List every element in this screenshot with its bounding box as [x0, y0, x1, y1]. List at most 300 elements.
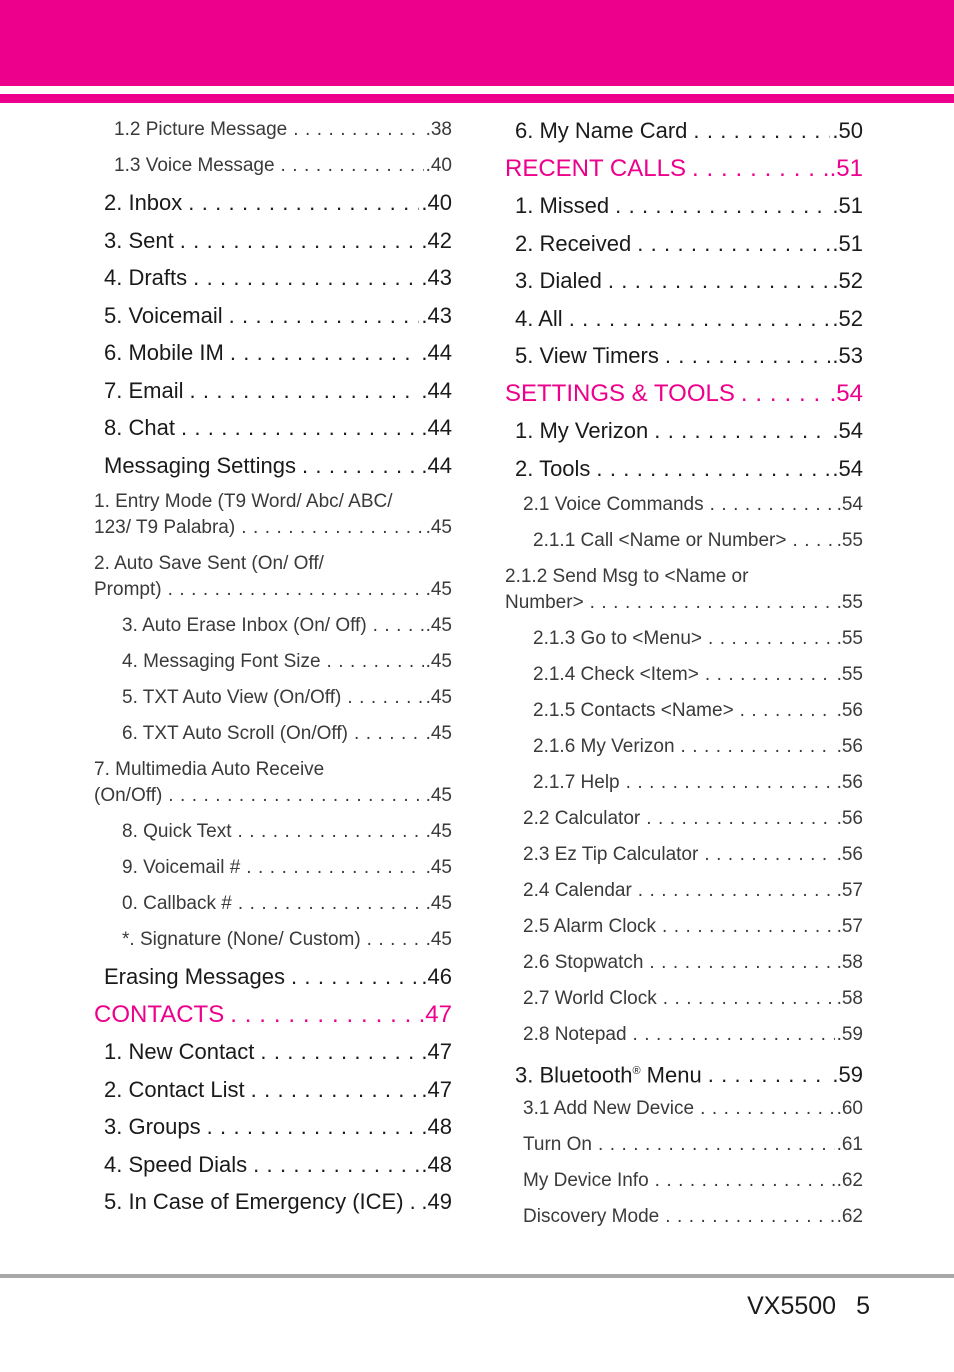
toc-entry-label	[122, 922, 361, 958]
toc-page-number: .44	[421, 340, 452, 365]
dot-leader	[705, 657, 835, 693]
toc-page-number: .56	[836, 808, 863, 829]
toc-page-number: .55	[836, 664, 863, 685]
dot-leader	[598, 1127, 835, 1163]
toc-entry	[94, 409, 452, 447]
dot-leader	[792, 523, 834, 559]
toc-entry	[505, 1053, 863, 1091]
toc-entry-label	[94, 515, 235, 541]
toc-entry	[505, 1017, 863, 1053]
toc-entry	[94, 1146, 452, 1184]
dot-leader	[590, 590, 835, 616]
toc-entry	[505, 262, 863, 300]
toc-entry-text: 3. Groups	[104, 1114, 201, 1139]
toc-entry	[94, 184, 452, 222]
toc-entry-text: 2.1 Voice Commands	[523, 494, 704, 515]
dot-leader	[615, 187, 830, 225]
toc-left-column	[94, 112, 452, 1221]
toc-page-number: .40	[421, 190, 452, 215]
toc-entry-text: 2.3 Ez Tip Calculator	[523, 844, 699, 865]
toc-entry-text: 2.1.4 Check <Item>	[533, 664, 699, 685]
toc-entry	[94, 297, 452, 335]
toc-page-number: .49	[421, 1189, 452, 1214]
toc-page-number: .59	[832, 1062, 863, 1088]
toc-entry-label	[104, 1146, 247, 1184]
toc-page-number: .54	[832, 418, 863, 443]
toc-entry-text: 6. My Name Card	[515, 118, 688, 143]
toc-section-heading	[505, 150, 863, 188]
dot-leader	[637, 225, 830, 263]
toc-entry	[505, 487, 863, 523]
dot-leader	[681, 729, 835, 765]
toc-entry	[505, 765, 863, 801]
toc-right-column	[505, 112, 863, 1235]
toc-page-number: .43	[421, 265, 452, 290]
dot-leader	[367, 922, 424, 958]
toc-entry-label-line1: 7. Multimedia Auto Receive	[94, 759, 325, 780]
toc-page-number: .51	[832, 230, 863, 256]
toc-entry-label	[94, 577, 162, 603]
dot-leader	[665, 1199, 834, 1235]
dot-leader	[238, 886, 424, 922]
toc-page-number: .45	[425, 785, 452, 806]
dot-leader	[327, 644, 424, 680]
toc-entry-text: *. Signature (None/ Custom)	[122, 929, 361, 950]
page-number: 5	[856, 1292, 870, 1320]
dot-leader	[692, 150, 828, 188]
toc-entry	[505, 225, 863, 263]
toc-entry-text: 1. My Verizon	[515, 418, 649, 443]
toc-page-number: .50	[832, 118, 863, 143]
toc-entry-text: 2.1.7 Help	[533, 772, 620, 793]
toc-entry	[505, 1127, 863, 1163]
dot-leader	[181, 409, 419, 447]
toc-page-number: .55	[836, 628, 863, 649]
toc-entry-text: 2.7 World Clock	[523, 988, 657, 1009]
toc-entry	[505, 981, 863, 1017]
toc-entry-text: Turn On	[523, 1133, 592, 1155]
toc-entry-label	[523, 837, 698, 873]
toc-entry-text: 2. Inbox	[104, 190, 183, 215]
dot-leader	[665, 337, 831, 375]
toc-entry-text: (On/Off)	[94, 785, 163, 806]
toc-entry	[94, 148, 452, 184]
dot-leader	[229, 297, 420, 335]
toc-entry-label	[533, 523, 786, 559]
toc-entry-text: 2. Received	[515, 230, 632, 256]
dot-leader	[253, 1146, 419, 1184]
toc-section-heading	[505, 375, 863, 413]
dot-leader	[569, 300, 831, 338]
toc-entry-label	[104, 409, 175, 447]
dot-leader	[260, 1033, 419, 1071]
toc-entry-label	[114, 112, 287, 148]
toc-entry	[505, 693, 863, 729]
toc-entry-text: 0. Callback #	[122, 893, 232, 914]
toc-entry-label	[104, 259, 187, 297]
toc-entry-text: 2. Tools	[515, 455, 591, 481]
toc-page-number: .45	[425, 821, 452, 842]
toc-entry-text: 4. Speed Dials	[104, 1151, 248, 1177]
toc-entry-label	[515, 262, 602, 300]
toc-entry-label	[94, 996, 224, 1034]
toc-entry	[505, 945, 863, 981]
toc-entry-text: 2.1.5 Contacts <Name>	[533, 700, 734, 721]
toc-entry-label	[523, 981, 657, 1017]
toc-entry-label-line1: 1. Entry Mode (T9 Word/ Abc/ ABC/	[94, 491, 393, 512]
toc-entry-label	[104, 1071, 245, 1109]
toc-entry-label-line1: 2. Auto Save Sent (On/ Off/	[94, 553, 324, 574]
dot-leader	[246, 850, 423, 886]
toc-entry-text: 123/ T9 Palabra)	[94, 517, 236, 538]
toc-entry-label	[523, 1199, 659, 1235]
toc-page-number: .45	[425, 615, 452, 636]
toc-entry	[94, 222, 452, 260]
dot-leader	[207, 1108, 420, 1146]
toc-entry-label	[515, 300, 563, 338]
toc-entry	[94, 1071, 452, 1109]
toc-entry-text: 2.6 Stopwatch	[523, 952, 644, 973]
toc-page-number: .58	[836, 988, 863, 1009]
dot-leader	[189, 372, 419, 410]
toc-page-number: .62	[836, 1169, 863, 1191]
toc-entry-label	[523, 1091, 694, 1127]
dot-leader	[708, 621, 835, 657]
toc-entry-label	[523, 1163, 649, 1199]
toc-entry	[505, 559, 863, 621]
toc-entry-text: 4. Drafts	[104, 265, 188, 290]
dot-leader	[193, 259, 419, 297]
toc-entry-text: My Device Info	[523, 1169, 649, 1191]
toc-entry-text: 3.1 Add New Device	[523, 1097, 695, 1119]
toc-entry-text: 4. Messaging Font Size	[122, 651, 321, 672]
dot-leader	[740, 693, 835, 729]
toc-entry-label	[104, 372, 183, 410]
toc-entry-text: 7. Email	[104, 377, 184, 403]
toc-page-number: .45	[425, 651, 452, 672]
toc-page-number: .54	[832, 455, 863, 481]
toc-entry-label	[104, 297, 223, 335]
dot-leader	[241, 515, 423, 541]
toc-entry-label	[523, 801, 640, 837]
toc-entry	[94, 259, 452, 297]
toc-entry	[505, 873, 863, 909]
toc-entry-label	[122, 680, 341, 716]
dot-leader	[662, 909, 835, 945]
toc-page-number: .44	[421, 377, 452, 403]
toc-page-number: .38	[425, 119, 452, 140]
toc-entry	[505, 621, 863, 657]
toc-entry-label	[505, 590, 584, 616]
toc-entry-text: 8. Chat	[104, 415, 175, 440]
toc-page-number: .55	[836, 592, 863, 613]
toc-entry	[94, 850, 452, 886]
toc-entry-text: 5. TXT Auto View (On/Off)	[122, 687, 342, 708]
toc-entry-label	[523, 1017, 627, 1053]
toc-page-number: .45	[425, 517, 452, 538]
toc-entry-text: 2.1.1 Call <Name or Number>	[533, 530, 787, 551]
toc-page-number: .54	[829, 379, 863, 407]
toc-entry-text: Erasing Messages	[104, 964, 285, 989]
toc-page-number: .42	[421, 227, 452, 253]
toc-entry-text: Messaging Settings	[104, 452, 296, 478]
toc-entry-text: Discovery Mode	[523, 1205, 660, 1227]
model-name: VX5500	[747, 1292, 837, 1320]
dot-leader	[633, 1017, 835, 1053]
toc-entry-text: CONTACTS	[94, 1000, 225, 1028]
toc-entry	[505, 337, 863, 375]
toc-entry-label	[104, 1108, 201, 1146]
toc-page-number: .59	[836, 1024, 863, 1045]
toc-entry-label	[523, 945, 643, 981]
toc-page-number: .44	[421, 452, 452, 478]
toc-entry	[505, 801, 863, 837]
toc-page-number: .47	[421, 1076, 452, 1102]
dot-leader	[373, 608, 424, 644]
toc-entry	[505, 112, 863, 150]
toc-page-number: .47	[421, 1039, 452, 1064]
toc-entry	[505, 300, 863, 338]
toc-page-number: .48	[421, 1114, 452, 1139]
toc-entry-text: 1. Missed	[515, 193, 610, 218]
toc-entry-text: 6. Mobile IM	[104, 340, 224, 365]
toc-page-number: .55	[836, 530, 863, 551]
dot-leader	[638, 873, 835, 909]
toc-entry-label	[104, 1033, 254, 1071]
toc-entry-label	[523, 909, 656, 945]
toc-entry-text: 1.2 Picture Message	[114, 119, 288, 140]
toc-entry-label	[104, 447, 296, 485]
toc-page-number: .45	[425, 857, 452, 878]
dot-leader	[291, 958, 419, 996]
toc-entry	[505, 187, 863, 225]
toc-entry-text: 2.8 Notepad	[523, 1024, 627, 1045]
toc-page-number: .48	[421, 1151, 452, 1177]
toc-entry-label	[104, 958, 285, 996]
toc-page-number: .56	[836, 772, 863, 793]
toc-entry-text: 2.2 Calculator	[523, 808, 641, 829]
toc-entry	[505, 1163, 863, 1199]
toc-page-number: .51	[832, 193, 863, 218]
toc-entry	[94, 716, 452, 752]
header-band	[0, 0, 954, 86]
toc-entry-label	[104, 222, 174, 260]
header-rule	[0, 94, 954, 103]
toc-entry-label	[515, 187, 609, 225]
toc-entry	[505, 1091, 863, 1127]
toc-entry-label	[104, 334, 224, 372]
dot-leader	[693, 112, 830, 150]
toc-entry-label	[122, 716, 348, 752]
dot-leader	[293, 112, 423, 148]
toc-entry-text: 3. Dialed	[515, 268, 602, 293]
toc-entry-text: 3. Bluetooth	[515, 1062, 633, 1088]
toc-entry-text: 8. Quick Text	[122, 821, 232, 842]
toc-entry	[94, 484, 452, 546]
toc-entry-label	[515, 450, 590, 488]
toc-page-number: .57	[836, 916, 863, 937]
toc-page-number: .52	[832, 268, 863, 293]
dot-leader	[237, 814, 423, 850]
toc-entry-label	[515, 412, 648, 450]
toc-entry-label	[533, 621, 702, 657]
toc-entry-label	[104, 184, 182, 222]
toc-entry-text: RECENT CALLS	[505, 154, 686, 182]
toc-entry	[505, 523, 863, 559]
dot-leader	[708, 1056, 831, 1094]
toc-entry-text: Prompt)	[94, 579, 162, 600]
toc-page-number: .57	[836, 880, 863, 901]
dot-leader	[168, 783, 423, 809]
toc-entry-text-suffix: Menu	[640, 1062, 702, 1088]
dot-leader	[230, 996, 416, 1034]
dot-leader	[626, 765, 835, 801]
dot-leader	[663, 981, 835, 1017]
toc-page-number: .51	[829, 154, 863, 182]
dot-leader	[654, 412, 830, 450]
toc-entry-text: SETTINGS & TOOLS	[505, 379, 735, 407]
dot-leader	[281, 148, 424, 184]
toc-entry	[505, 450, 863, 488]
toc-entry-label	[122, 886, 232, 922]
toc-entry-label	[515, 112, 687, 150]
dot-leader	[700, 1091, 834, 1127]
toc-page-number: .61	[836, 1133, 863, 1155]
toc-entry-label	[533, 765, 620, 801]
toc-entry-text: 3. Sent	[104, 227, 174, 253]
toc-entry	[94, 814, 452, 850]
toc-page-number: .52	[832, 305, 863, 331]
toc-entry-label	[515, 225, 631, 263]
toc-entry-label	[122, 644, 321, 680]
toc-entry-label-line1: 2.1.2 Send Msg to <Name or	[505, 566, 749, 587]
toc-entry	[505, 837, 863, 873]
dot-leader	[302, 447, 419, 485]
dot-leader	[646, 801, 834, 837]
toc-entry-text: 2.1.3 Go to <Menu>	[533, 628, 703, 649]
dot-leader	[168, 577, 424, 603]
toc-page-number: .56	[836, 700, 863, 721]
dot-leader	[741, 375, 828, 413]
toc-entry	[94, 680, 452, 716]
toc-page-number: .46	[421, 964, 452, 989]
toc-entry-text: 3. Auto Erase Inbox (On/ Off)	[122, 615, 367, 636]
toc-entry-text: 6. TXT Auto Scroll (On/Off)	[122, 723, 348, 744]
toc-page-number: .54	[836, 494, 863, 515]
toc-page-number: .45	[425, 723, 452, 744]
toc-entry-label	[94, 783, 162, 809]
dot-leader	[180, 222, 420, 260]
dot-leader	[251, 1071, 420, 1109]
toc-entry	[505, 412, 863, 450]
toc-entry-text: 2.1.6 My Verizon	[533, 736, 675, 757]
toc-entry-label	[104, 1183, 404, 1221]
dot-leader	[410, 1183, 420, 1221]
toc-entry-label	[114, 148, 275, 184]
toc-entry	[505, 657, 863, 693]
toc-entry-text: 1.3 Voice Message	[114, 155, 275, 176]
toc-page-number: .56	[836, 844, 863, 865]
toc-page-number: .62	[836, 1205, 863, 1227]
toc-entry	[94, 1108, 452, 1146]
toc-entry	[94, 886, 452, 922]
toc-entry	[505, 909, 863, 945]
toc-page-number: .43	[421, 302, 452, 328]
toc-entry-text: 1. New Contact	[104, 1039, 255, 1064]
toc-page-number: .40	[425, 155, 452, 176]
dot-leader	[649, 945, 834, 981]
dot-leader	[710, 487, 835, 523]
toc-entry	[505, 1199, 863, 1235]
toc-entry-label	[533, 693, 734, 729]
page-footer	[747, 1292, 870, 1321]
dot-leader	[655, 1163, 835, 1199]
toc-entry-label	[505, 375, 735, 413]
dot-leader	[704, 837, 834, 873]
dot-leader	[347, 680, 423, 716]
toc-entry-text: 2.4 Calendar	[523, 880, 632, 901]
toc-entry-label	[515, 337, 659, 375]
toc-page-number: .47	[418, 1000, 452, 1028]
toc-page-number: .53	[832, 343, 863, 368]
toc-entry	[94, 372, 452, 410]
toc-entry-text: 9. Voicemail #	[122, 857, 241, 878]
toc-entry	[94, 608, 452, 644]
toc-entry-label	[533, 657, 699, 693]
toc-entry-label	[122, 814, 231, 850]
toc-entry	[505, 729, 863, 765]
toc-entry-label	[523, 1127, 592, 1163]
toc-entry-text: 5. View Timers	[515, 343, 659, 368]
toc-page-number: .58	[836, 952, 863, 973]
toc-entry	[94, 922, 452, 958]
toc-entry-label	[122, 608, 367, 644]
toc-page-number: .45	[425, 893, 452, 914]
toc-entry	[94, 1033, 452, 1071]
toc-entry-label	[533, 729, 675, 765]
toc-entry	[94, 546, 452, 608]
dot-leader	[188, 184, 419, 222]
toc-entry-label	[523, 873, 632, 909]
dot-leader	[608, 262, 831, 300]
toc-entry-text: 4. All	[515, 305, 563, 331]
toc-entry-label	[515, 1053, 702, 1094]
toc-page-number: .45	[425, 929, 452, 950]
toc-page-number: .60	[836, 1097, 863, 1119]
registered-mark: ®	[632, 1065, 641, 1077]
toc-entry-label	[122, 850, 240, 886]
toc-entry	[94, 958, 452, 996]
dot-leader	[596, 450, 830, 488]
toc-page-number: .45	[425, 687, 452, 708]
dot-leader	[354, 716, 424, 752]
toc-entry	[94, 644, 452, 680]
toc-entry	[94, 334, 452, 372]
toc-entry-label	[523, 487, 704, 523]
toc-entry-text: 2.5 Alarm Clock	[523, 916, 657, 937]
toc-entry-text: 5. Voicemail	[104, 302, 223, 328]
toc-entry	[94, 447, 452, 485]
toc-page-number: .56	[836, 736, 863, 757]
toc-entry-text: 2. Contact List	[104, 1076, 245, 1102]
toc-page-number: .44	[421, 415, 452, 440]
toc-entry-text: Number>	[505, 592, 584, 613]
footer-rule	[0, 1274, 954, 1278]
toc-entry	[94, 112, 452, 148]
toc-entry	[94, 1183, 452, 1221]
dot-leader	[230, 334, 420, 372]
toc-entry-text: 5. In Case of Emergency (ICE)	[104, 1189, 404, 1214]
